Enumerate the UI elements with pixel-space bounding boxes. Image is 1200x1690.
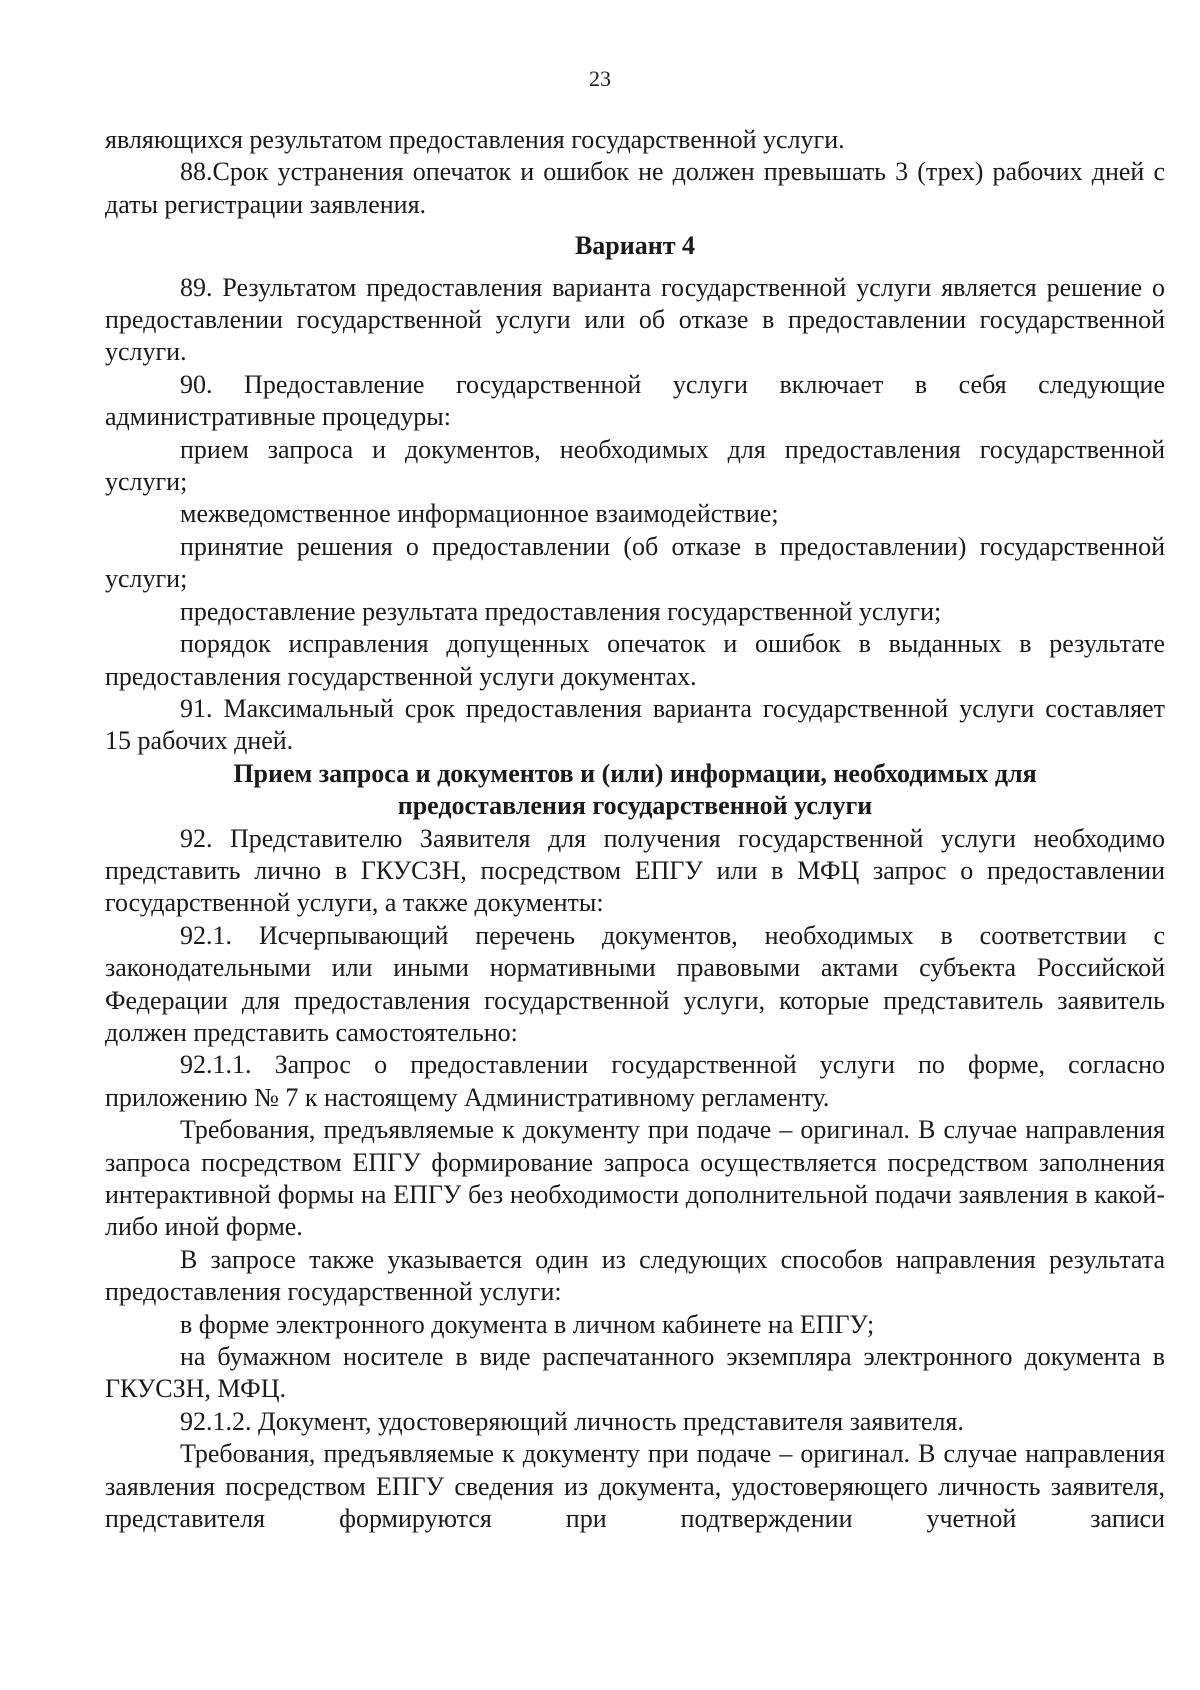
paragraph-88: 88.Срок устранения опечаток и ошибок не должен превышать 3 (трех) рабочих дней с даты регистрации заявления. [105,157,1165,219]
result-ways-paragraph: В запросе также указывается один из следующих способов направления результата предоставления государственной услуги: [105,1244,1165,1307]
paragraph-92: 92. Представителю Заявителя для получения государственной услуги необходимо представить лично в ГКУСЗН, посредством ЕПГУ или в МФЦ запрос о предоставлении государственной услуги, а также документы: [105,823,1165,918]
paragraph-continuation: являющихся результатом предоставления государственной услуги. [105,125,845,154]
paragraph-89: 89. Результатом предоставления варианта государственной услуги является решение о предоставлении государственной услуги или об отказе в предоставлении государственной услуги. [105,272,1165,367]
paragraph-92-1-1: 92.1.1. Запрос о предоставлении государственной услуги по форме, согласно приложению № 7 к настоящему Административному регламенту. [105,1050,1165,1112]
procedure-item: принятие решения о предоставлении (об отказе в предоставлении) государственной услуги; [105,531,1165,594]
paragraph-90: 90. Предоставление государственной услуги включает в себя следующие административные процедуры: [105,369,1165,432]
result-way-item: на бумажном носителе в виде распечатанного экземпляра электронного документа в ГКУСЗН, МФЦ. [105,1342,1165,1404]
procedure-item: межведомственное информационное взаимодействие; [180,499,779,529]
paragraph-92-1: 92.1. Исчерпывающий перечень документов, необходимых в соответствии с законодательными или иными нормативными правовыми актами субъекта Российской Федерации для предоставления государственной услуги, которые представитель заявитель должен представить самостоятельно: [105,920,1165,1047]
paragraph-92-1-2: 92.1.2. Документ, удостоверяющий личность представителя заявителя. [180,1406,964,1436]
section-heading: Прием запроса и документов и (или) информации, необходимых для предоставления государственной услуги [233,758,1037,821]
document-body [105,124,1165,1535]
result-way-item: в форме электронного документа в личном кабинете на ЕПГУ; [180,1309,875,1339]
page-number: 23 [589,66,611,91]
paragraph-91: 91. Максимальный срок предоставления варианта государственной услуги составляет 15 рабочих дней. [105,693,1165,756]
procedure-item: порядок исправления допущенных опечаток и ошибок в выданных в результате предоставления государственной услуги документах. [105,629,1165,691]
requirements-paragraph: Требования, предъявляемые к документу при подаче – оригинал. В случае направления заявления посредством ЕПГУ сведения из документа, удостоверяющего личность заявителя, представителя формируются при подтверждении учетной записи [105,1439,1165,1534]
procedure-item: предоставление результата предоставления государственной услуги; [180,596,942,626]
requirements-paragraph: Требования, предъявляемые к документу при подаче – оригинал. В случае направления запроса посредством ЕПГУ формирование запроса осуществляется посредством заполнения интерактивной формы на ЕПГУ без необходимости дополнительной подачи заявления в какой-либо иной форме. [105,1115,1165,1242]
procedure-item: прием запроса и документов, необходимых для предоставления государственной услуги; [105,434,1165,497]
variant-heading: Вариант 4 [574,231,696,261]
